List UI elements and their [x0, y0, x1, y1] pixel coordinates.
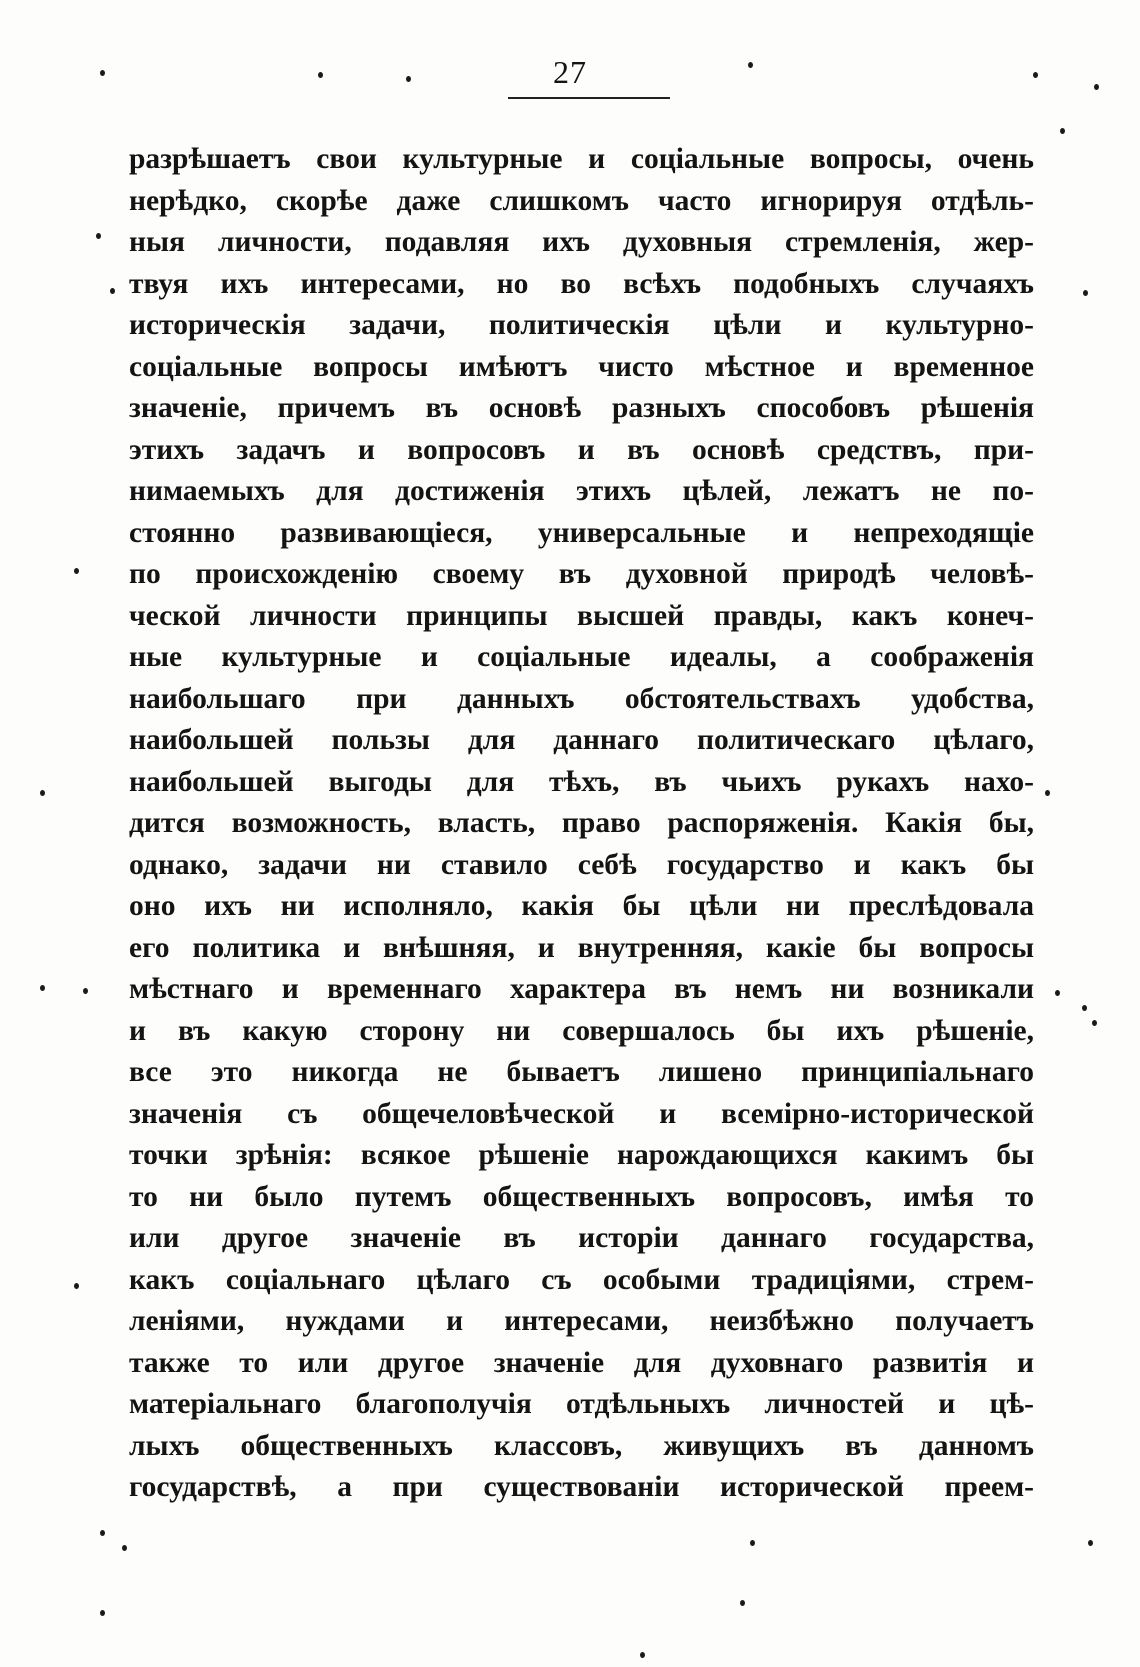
scan-speck	[40, 985, 45, 991]
text-line: все это никогда не бываетъ лишено принципіальнаго	[129, 1056, 1034, 1088]
scan-speck	[100, 70, 105, 76]
text-line: ные культурные и соціальные идеалы, а соображенія	[129, 641, 1034, 673]
text-line: наибольшаго при данныхъ обстоятельствахъ удобства,	[129, 682, 1034, 715]
text-line: нерѣдко, скорѣе даже слишкомъ часто игнорируя отдѣль-	[129, 184, 1034, 217]
scan-speck	[1092, 1020, 1097, 1026]
text-line: матеріальнаго благополучія отдѣльныхъ личностей и цѣ-	[129, 1388, 1034, 1420]
scan-speck	[122, 1545, 127, 1551]
text-line: стоянно развивающіеся, универсальные и непреходящіе	[129, 516, 1034, 549]
text-line: историческія задачи, политическія цѣли и культурно-	[129, 309, 1034, 341]
text-line: ческой личности принципы высшей правды, какъ конеч-	[129, 599, 1034, 632]
scan-speck	[100, 1530, 105, 1536]
header-rule	[508, 97, 670, 99]
text-line: дится возможность, власть, право распоряженія. Какія бы,	[129, 807, 1034, 839]
text-line: оно ихъ ни исполняло, какія бы цѣли ни преслѣдовала	[129, 890, 1034, 922]
text-line: и въ какую сторону ни совершалось бы ихъ рѣшеніе,	[129, 1014, 1034, 1047]
scan-speck	[96, 233, 101, 239]
scan-speck	[110, 288, 115, 294]
scan-speck	[100, 1610, 105, 1616]
scan-speck	[318, 72, 323, 78]
scan-speck	[1082, 1005, 1087, 1011]
scan-speck	[40, 790, 45, 796]
scan-speck	[740, 1600, 745, 1606]
scan-speck	[1088, 1540, 1093, 1546]
scan-speck	[1033, 72, 1038, 78]
text-line: ныя личности, подавляя ихъ духовныя стремленія, жер-	[129, 226, 1034, 258]
page-number: 27	[553, 54, 587, 90]
text-line: значеніе, причемъ въ основѣ разныхъ способовъ рѣшенія	[129, 392, 1034, 424]
text-line: лыхъ общественныхъ классовъ, живущихъ въ данномъ	[129, 1429, 1034, 1462]
text-line: то ни было путемъ общественныхъ вопросовъ, имѣя то	[129, 1180, 1034, 1213]
text-line: твуя ихъ интересами, но во всѣхъ подобныхъ случаяхъ	[129, 267, 1034, 300]
text-line: наибольшей выгоды для тѣхъ, въ чьихъ рукахъ нахо-	[129, 765, 1034, 798]
text-line: или другое значеніе въ исторіи даннаго государства,	[129, 1222, 1034, 1254]
scan-speck	[74, 1283, 79, 1289]
text-line: разрѣшаетъ свои культурные и соціальные вопросы, очень	[129, 143, 1034, 175]
scan-speck	[406, 76, 411, 82]
text-line: однако, задачи ни ставило себѣ государство и какъ бы	[129, 848, 1034, 881]
text-line: этихъ задачъ и вопросовъ и въ основѣ средствъ, при-	[129, 433, 1034, 466]
text-line: по происхожденію своему въ духовной природѣ человѣ-	[129, 558, 1034, 590]
scan-speck	[1055, 990, 1060, 996]
scan-speck	[74, 568, 79, 574]
scan-speck	[1060, 128, 1065, 134]
text-line: леніями, нуждами и интересами, неизбѣжно получаетъ	[129, 1305, 1034, 1337]
scan-speck	[1045, 790, 1050, 796]
scan-speck	[1083, 290, 1088, 296]
scan-speck	[748, 62, 753, 68]
scan-speck	[1094, 84, 1099, 90]
text-line: наибольшей пользы для даннаго политическаго цѣлаго,	[129, 724, 1034, 756]
body-text	[129, 139, 1034, 1509]
scan-speck	[83, 988, 88, 994]
text-line: значенія съ общечеловѣческой и всемірно-исторической	[129, 1097, 1034, 1130]
text-line: его политика и внѣшняя, и внутренняя, какіе бы вопросы	[129, 931, 1034, 964]
text-line: точки зрѣнія: всякое рѣшеніе нарождающихся какимъ бы	[129, 1139, 1034, 1171]
scan-speck	[640, 1652, 645, 1658]
text-line: также то или другое значеніе для духовнаго развитія и	[129, 1346, 1034, 1379]
text-line: нимаемыхъ для достиженія этихъ цѣлей, лежатъ не по-	[129, 475, 1034, 507]
text-line: какъ соціальнаго цѣлаго съ особыми традиціями, стрем-	[129, 1263, 1034, 1296]
scan-speck	[750, 1540, 755, 1546]
text-line: мѣстнаго и временнаго характера въ немъ ни возникали	[129, 973, 1034, 1005]
text-line: соціальные вопросы имѣютъ чисто мѣстное и временное	[129, 350, 1034, 383]
text-line: государствѣ, а при существованіи исторической преем-	[129, 1471, 1034, 1503]
